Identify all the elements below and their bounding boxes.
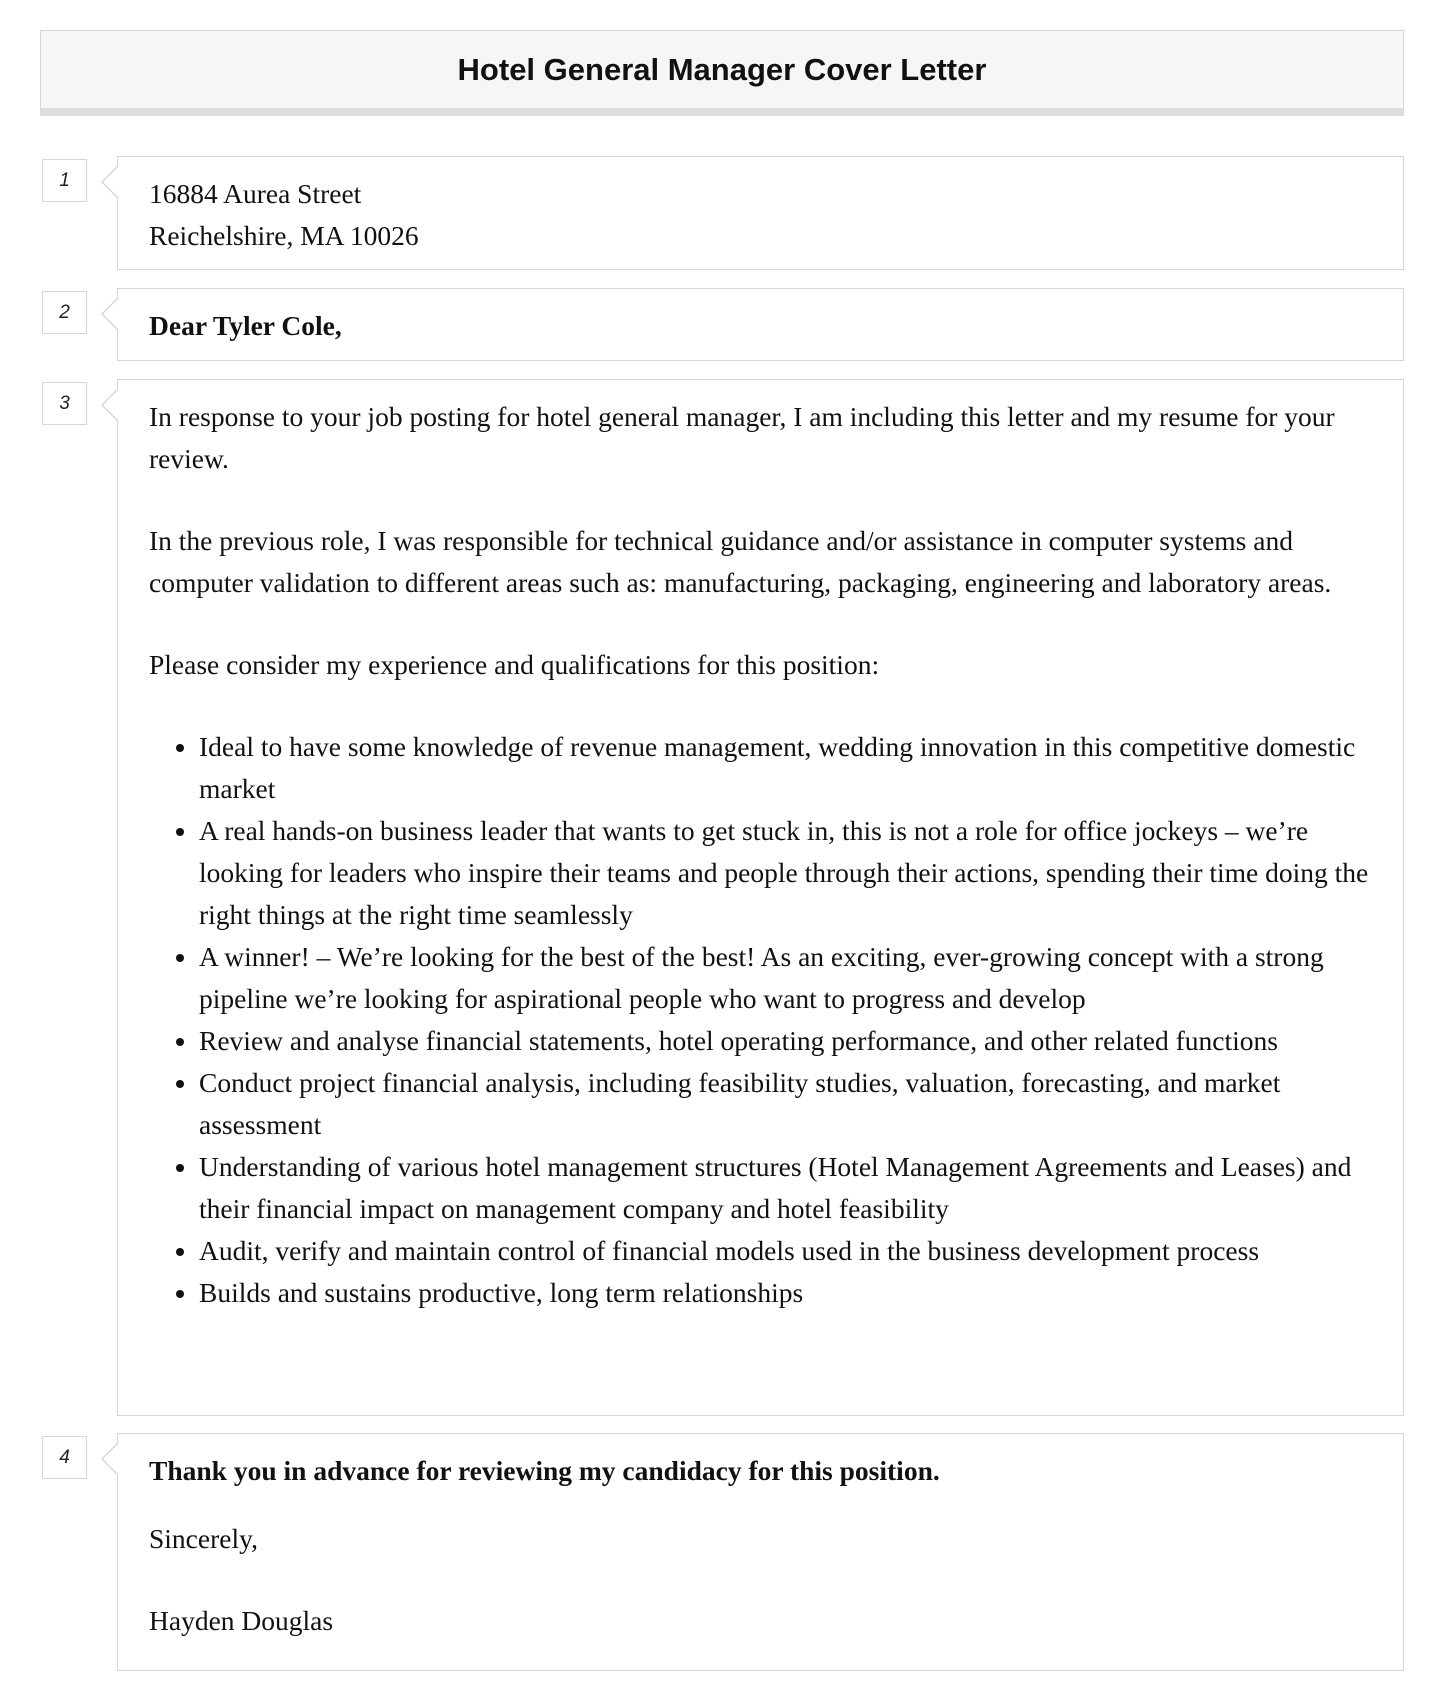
section-number-3: 3 bbox=[42, 382, 87, 425]
list-item: • Conduct project financial analysis, including feasibility studies, valuation, forecasting, and market assessment bbox=[199, 1062, 1373, 1146]
body-section bbox=[117, 379, 1404, 1416]
title-bar bbox=[40, 30, 1404, 116]
list-item: • Builds and sustains productive, long term relationships bbox=[199, 1272, 1373, 1314]
list-item: • Audit, verify and maintain control of financial models used in the business development process bbox=[199, 1230, 1373, 1272]
list-item: • Understanding of various hotel management structures (Hotel Management Agreements and Leases) and their financial impact on management company and hotel feasibility bbox=[199, 1146, 1373, 1230]
page-title: Hotel General Manager Cover Letter bbox=[457, 51, 987, 87]
address-section bbox=[117, 156, 1404, 270]
signer-name: Hayden Douglas bbox=[149, 1605, 334, 1636]
salutation: Dear Tyler Cole, bbox=[149, 310, 342, 341]
section-number-1: 1 bbox=[42, 159, 87, 202]
list-item: • Review and analyse financial statements, hotel operating performance, and other related functions bbox=[199, 1020, 1373, 1062]
section-number-2: 2 bbox=[42, 291, 87, 334]
list-item: • Ideal to have some knowledge of revenue management, wedding innovation in this competitive domestic market bbox=[199, 726, 1373, 810]
qualifications-list bbox=[149, 726, 1373, 1314]
list-item: • A winner! – We’re looking for the best of the best! As an exciting, ever-growing concept with a strong pipeline we’re looking for aspirational people who want to progress and develop bbox=[199, 936, 1373, 1020]
experience-paragraph: In the previous role, I was responsible for technical guidance and/or assistance in computer systems and computer validation to different areas such as: manufacturing, packaging, engineering and laboratory areas. bbox=[149, 525, 1332, 598]
salutation-section bbox=[117, 288, 1404, 361]
address-line-2: Reichelshire, MA 10026 bbox=[149, 220, 419, 251]
sign-off: Sincerely, bbox=[149, 1523, 258, 1554]
closing-line: Thank you in advance for reviewing my candidacy for this position. bbox=[149, 1455, 940, 1486]
section-number-4: 4 bbox=[42, 1436, 87, 1479]
closing-section bbox=[117, 1433, 1404, 1671]
address-line-1: 16884 Aurea Street bbox=[149, 178, 362, 209]
list-item: • A real hands-on business leader that wants to get stuck in, this is not a role for office jockeys – we’re looking for leaders who inspire their teams and people through their actions, spending their time doing the right things at the right time seamlessly bbox=[199, 810, 1373, 936]
intro-paragraph: In response to your job posting for hotel general manager, I am including this letter and my resume for your review. bbox=[149, 401, 1335, 474]
qualifications-intro: Please consider my experience and qualifications for this position: bbox=[149, 649, 880, 680]
